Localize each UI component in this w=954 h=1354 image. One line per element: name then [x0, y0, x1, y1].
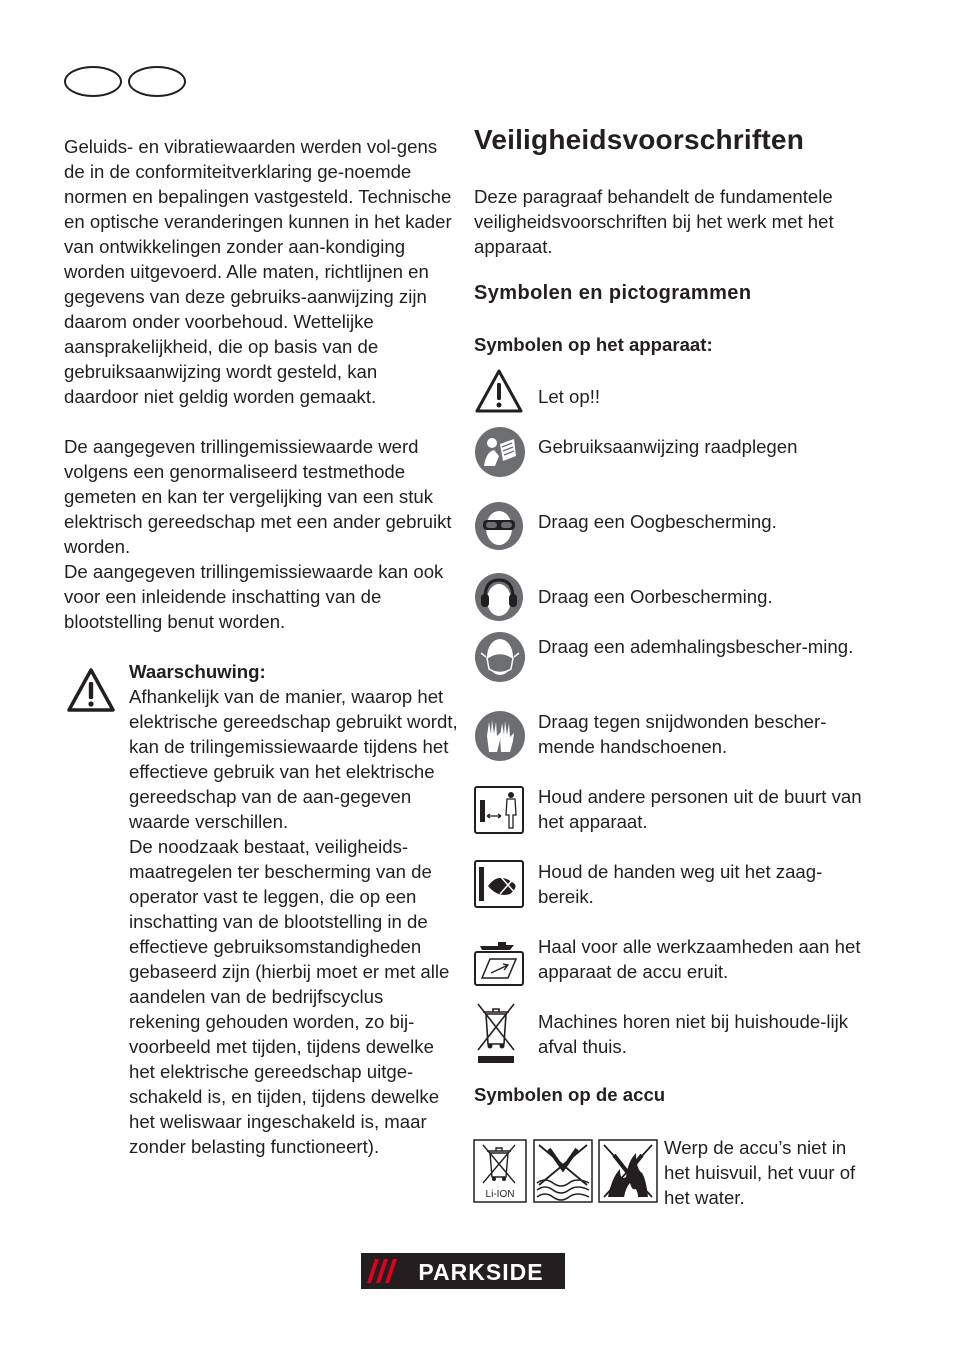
intro-paragraph: Deze paragraaf behandelt de fundamentele veiligheidsvoorschriften bij het werk met het apparaat. — [474, 186, 834, 257]
page-title: Veiligheidsvoorschriften — [474, 124, 804, 155]
paragraph-vibration-2: De aangegeven trillingemissiewaarde kan ook voor een inleidende inschatting van de blootstelling benut worden. — [64, 561, 444, 632]
respiratory-protection-icon — [474, 631, 526, 683]
left-column — [64, 134, 456, 634]
ear-protection-icon — [474, 572, 524, 622]
no-fire-icon — [598, 1139, 658, 1203]
read-manual-icon — [474, 426, 526, 478]
remove-battery-icon — [474, 936, 524, 986]
symbol-label-disposal: Machines horen niet bij huishoude-lijk afval thuis. — [538, 1011, 849, 1057]
paragraph-noise-values: Geluids- en vibratiewaarden werden vol-gens de in de conformiteitverklaring ge-noemde normen en bepalingen vastgesteld. Technische en optische veranderingen kunnen in het kader van ontwikkelingen zonder aan-kondiging worden uitgevoerd. Alle maten, richtlijnen en gegevens van deze gebruiks-aanwijzing zijn daarom onder voorbehoud. Wettelijke aansprakelijkheid, die op basis van de gebruiksaanwijzing wordt gesteld, kan daardoor niet geldig worden gemaakt. — [64, 136, 452, 407]
language-oval-left — [64, 66, 122, 97]
warning-text-1: Afhankelijk van de manier, waarop het elektrische gereedschap gebruikt wordt, kan de trilingemissiewaarde tijdens het effectieve gebruik van het elektrische gereedschap van de aan-gegeven waarde verschillen. — [129, 686, 458, 832]
warning-triangle-icon — [66, 667, 116, 713]
symbol-label-attention: Let op!! — [538, 386, 601, 407]
no-water-icon — [533, 1139, 593, 1203]
symbol-label-hands-away: Houd de handen weg uit het zaag-bereik. — [538, 861, 823, 907]
symbol-label-eye-protection: Draag een Oogbescherming. — [538, 511, 777, 532]
paragraph-vibration-1: De aangegeven trillingemissiewaarde werd volgens een genormaliseerd testmethode gemeten en kan ter vergelijking van een stuk elektrisch gereedschap met een ander gebruikt worden. — [64, 436, 452, 557]
section-heading: Symbolen en pictogrammen — [474, 282, 752, 304]
li-ion-disposal-icon — [473, 1139, 527, 1203]
li-ion-label: Li-ION — [485, 1189, 515, 1200]
accu-disposal-label: Werp de accu’s niet in het huisvuil, het vuur of het water. — [664, 1137, 856, 1208]
language-oval-right — [128, 66, 186, 97]
accu-symbols-heading: Symbolen op de accu — [474, 1084, 666, 1105]
symbol-label-respiratory: Draag een ademhalingsbescher-ming. — [538, 636, 854, 657]
device-symbols-heading: Symbolen op het apparaat: — [474, 334, 713, 355]
protective-gloves-icon — [474, 710, 526, 762]
eye-protection-icon — [474, 501, 524, 551]
symbol-label-ear-protection: Draag een Oorbescherming. — [538, 586, 773, 607]
symbol-label-read-manual: Gebruiksaanwijzing raadplegen — [538, 436, 798, 457]
warning-triangle-icon — [474, 368, 524, 414]
symbol-label-keep-distance: Houd andere personen uit de buurt van het apparaat. — [538, 786, 862, 832]
parkside-logo — [361, 1253, 565, 1289]
parkside-logo-text: PARKSIDE — [418, 1259, 544, 1285]
keep-distance-icon — [474, 786, 524, 834]
symbol-label-remove-battery: Haal voor alle werkzaamheden aan het apparaat de accu eruit. — [538, 936, 861, 982]
warning-text-2: De noodzaak bestaat, veiligheids-maatregelen ter bescherming van de operator vast te leggen, die op een inschatting van de blootstelling in de effectieve gebruiksomstandigheden gebaseerd zijn (hierbij moet er met alle aandelen van de bedrijfscyclus rekening gehouden worden, zo bij-voorbeeld met tijden, tijdens dewelke het elektrische gereedschap uitge-schakeld is, en tijden, tijdens dewelke het weliswaar ingeschakeld is, maar zonder belasting functioneert). — [129, 836, 450, 1157]
symbol-label-gloves: Draag tegen snijdwonden bescher-mende handschoenen. — [538, 711, 827, 757]
hands-away-icon — [474, 860, 524, 908]
warning-title: Waarschuwing: — [129, 661, 266, 682]
crossed-bin-icon — [474, 1000, 518, 1066]
warning-block — [129, 659, 459, 1159]
